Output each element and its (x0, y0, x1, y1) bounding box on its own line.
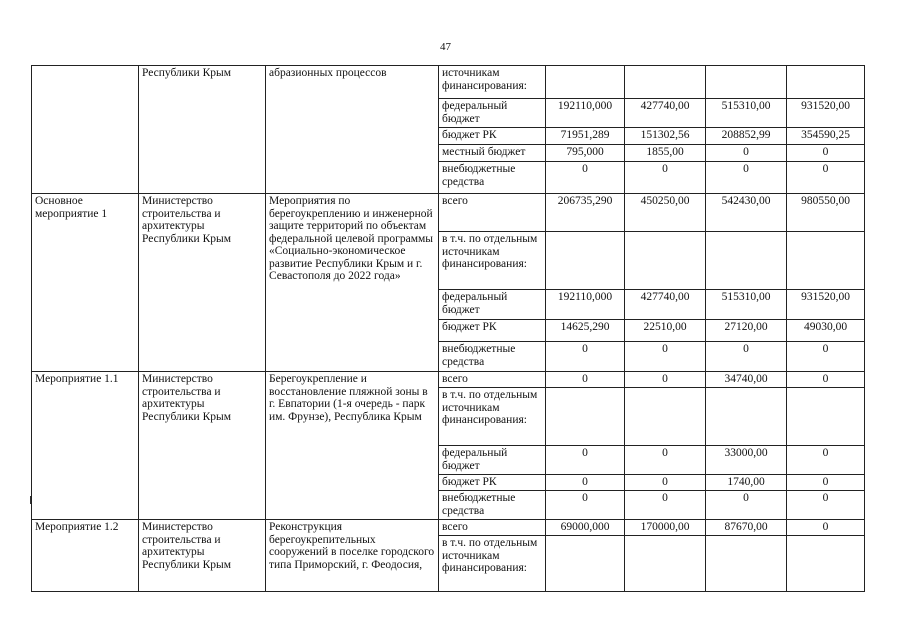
value-cell (625, 66, 706, 99)
value-cell (625, 536, 706, 592)
scan-artifact (30, 496, 31, 504)
value-cell (706, 66, 787, 99)
source-cell: внебюджетные средства (439, 342, 546, 372)
event-description-cell: Мероприятия по берегоукреплению и инженерной защите территорий по объектам федеральной целевой программы «Социально-экономическое развитие Республики Крым и г. Севастополя до 2022 года» (266, 194, 439, 372)
value-cell (706, 536, 787, 592)
value-cell (546, 536, 625, 592)
event-description-cell: Берегоукрепление и восстановление пляжной зоны в г. Евпатории (1-я очередь - парк им. Фрунзе), Республика Крым (266, 372, 439, 520)
value-cell: 515310,00 (706, 99, 787, 128)
source-cell: бюджет РК (439, 320, 546, 342)
value-cell: 170000,00 (625, 520, 706, 536)
value-cell: 0 (787, 491, 865, 520)
source-cell: внебюджетные средства (439, 491, 546, 520)
value-cell: 34740,00 (706, 372, 787, 388)
value-cell: 14625,290 (546, 320, 625, 342)
event-name-cell: Основное мероприятие 1 (32, 194, 139, 372)
value-cell (625, 232, 706, 290)
page-number: 47 (440, 41, 451, 53)
value-cell: 151302,56 (625, 128, 706, 145)
value-cell: 27120,00 (706, 320, 787, 342)
event-description-cell: абразионных процессов (266, 66, 439, 194)
value-cell: 87670,00 (706, 520, 787, 536)
source-cell: бюджет РК (439, 128, 546, 145)
value-cell: 0 (625, 162, 706, 194)
value-cell: 0 (706, 491, 787, 520)
source-cell: местный бюджет (439, 145, 546, 162)
value-cell: 1855,00 (625, 145, 706, 162)
value-cell: 192110,000 (546, 99, 625, 128)
value-cell: 0 (625, 491, 706, 520)
event-name-cell: Мероприятие 1.1 (32, 372, 139, 520)
value-cell (625, 388, 706, 446)
value-cell: 1740,00 (706, 475, 787, 491)
value-cell: 0 (625, 342, 706, 372)
value-cell: 0 (625, 372, 706, 388)
value-cell: 542430,00 (706, 194, 787, 232)
value-cell: 515310,00 (706, 290, 787, 320)
value-cell: 192110,000 (546, 290, 625, 320)
executor-cell: Министерство строительства и архитектуры Республики Крым (139, 194, 266, 372)
value-cell: 49030,00 (787, 320, 865, 342)
value-cell (546, 388, 625, 446)
executor-cell: Республики Крым (139, 66, 266, 194)
value-cell: 931520,00 (787, 99, 865, 128)
financing-table (31, 65, 865, 592)
source-cell: всего (439, 520, 546, 536)
value-cell: 0 (787, 446, 865, 475)
value-cell: 0 (546, 491, 625, 520)
event-name-cell: Мероприятие 1.2 (32, 520, 139, 592)
source-cell: в т.ч. по отдельным источникам финансирования: (439, 388, 546, 446)
value-cell: 0 (787, 475, 865, 491)
value-cell: 0 (546, 372, 625, 388)
value-cell: 980550,00 (787, 194, 865, 232)
value-cell: 0 (706, 162, 787, 194)
value-cell: 0 (546, 162, 625, 194)
value-cell: 206735,290 (546, 194, 625, 232)
value-cell: 354590,25 (787, 128, 865, 145)
table-row (32, 372, 865, 388)
value-cell: 0 (546, 342, 625, 372)
value-cell: 0 (625, 475, 706, 491)
source-cell: всего (439, 194, 546, 232)
source-cell: источникам финансирования: (439, 66, 546, 99)
value-cell: 0 (706, 342, 787, 372)
value-cell: 0 (706, 145, 787, 162)
value-cell (787, 536, 865, 592)
value-cell: 0 (787, 145, 865, 162)
event-name-cell (32, 66, 139, 194)
value-cell: 0 (546, 475, 625, 491)
executor-cell: Министерство строительства и архитектуры Республики Крым (139, 372, 266, 520)
value-cell: 69000,000 (546, 520, 625, 536)
table-row (32, 66, 865, 99)
source-cell: федеральный бюджет (439, 446, 546, 475)
value-cell: 427740,00 (625, 99, 706, 128)
value-cell: 208852,99 (706, 128, 787, 145)
value-cell: 0 (787, 342, 865, 372)
value-cell: 0 (787, 372, 865, 388)
value-cell: 931520,00 (787, 290, 865, 320)
value-cell: 0 (546, 446, 625, 475)
value-cell (546, 232, 625, 290)
value-cell (787, 388, 865, 446)
source-cell: в т.ч. по отдельным источникам финансирования: (439, 232, 546, 290)
table-row (32, 194, 865, 232)
source-cell: федеральный бюджет (439, 99, 546, 128)
value-cell: 0 (787, 520, 865, 536)
value-cell (787, 232, 865, 290)
value-cell: 427740,00 (625, 290, 706, 320)
value-cell: 795,000 (546, 145, 625, 162)
value-cell: 450250,00 (625, 194, 706, 232)
source-cell: в т.ч. по отдельным источникам финансирования: (439, 536, 546, 592)
value-cell: 22510,00 (625, 320, 706, 342)
value-cell: 0 (625, 446, 706, 475)
value-cell: 71951,289 (546, 128, 625, 145)
source-cell: всего (439, 372, 546, 388)
value-cell: 0 (787, 162, 865, 194)
executor-cell: Министерство строительства и архитектуры Республики Крым (139, 520, 266, 592)
source-cell: федеральный бюджет (439, 290, 546, 320)
value-cell (546, 66, 625, 99)
value-cell (706, 388, 787, 446)
table-row (32, 520, 865, 536)
source-cell: внебюджетные средства (439, 162, 546, 194)
event-description-cell: Реконструкция берегоукрепительных сооружений в поселке городского типа Приморский, г. Феодосия, (266, 520, 439, 592)
source-cell: бюджет РК (439, 475, 546, 491)
value-cell: 33000,00 (706, 446, 787, 475)
value-cell (787, 66, 865, 99)
value-cell (706, 232, 787, 290)
